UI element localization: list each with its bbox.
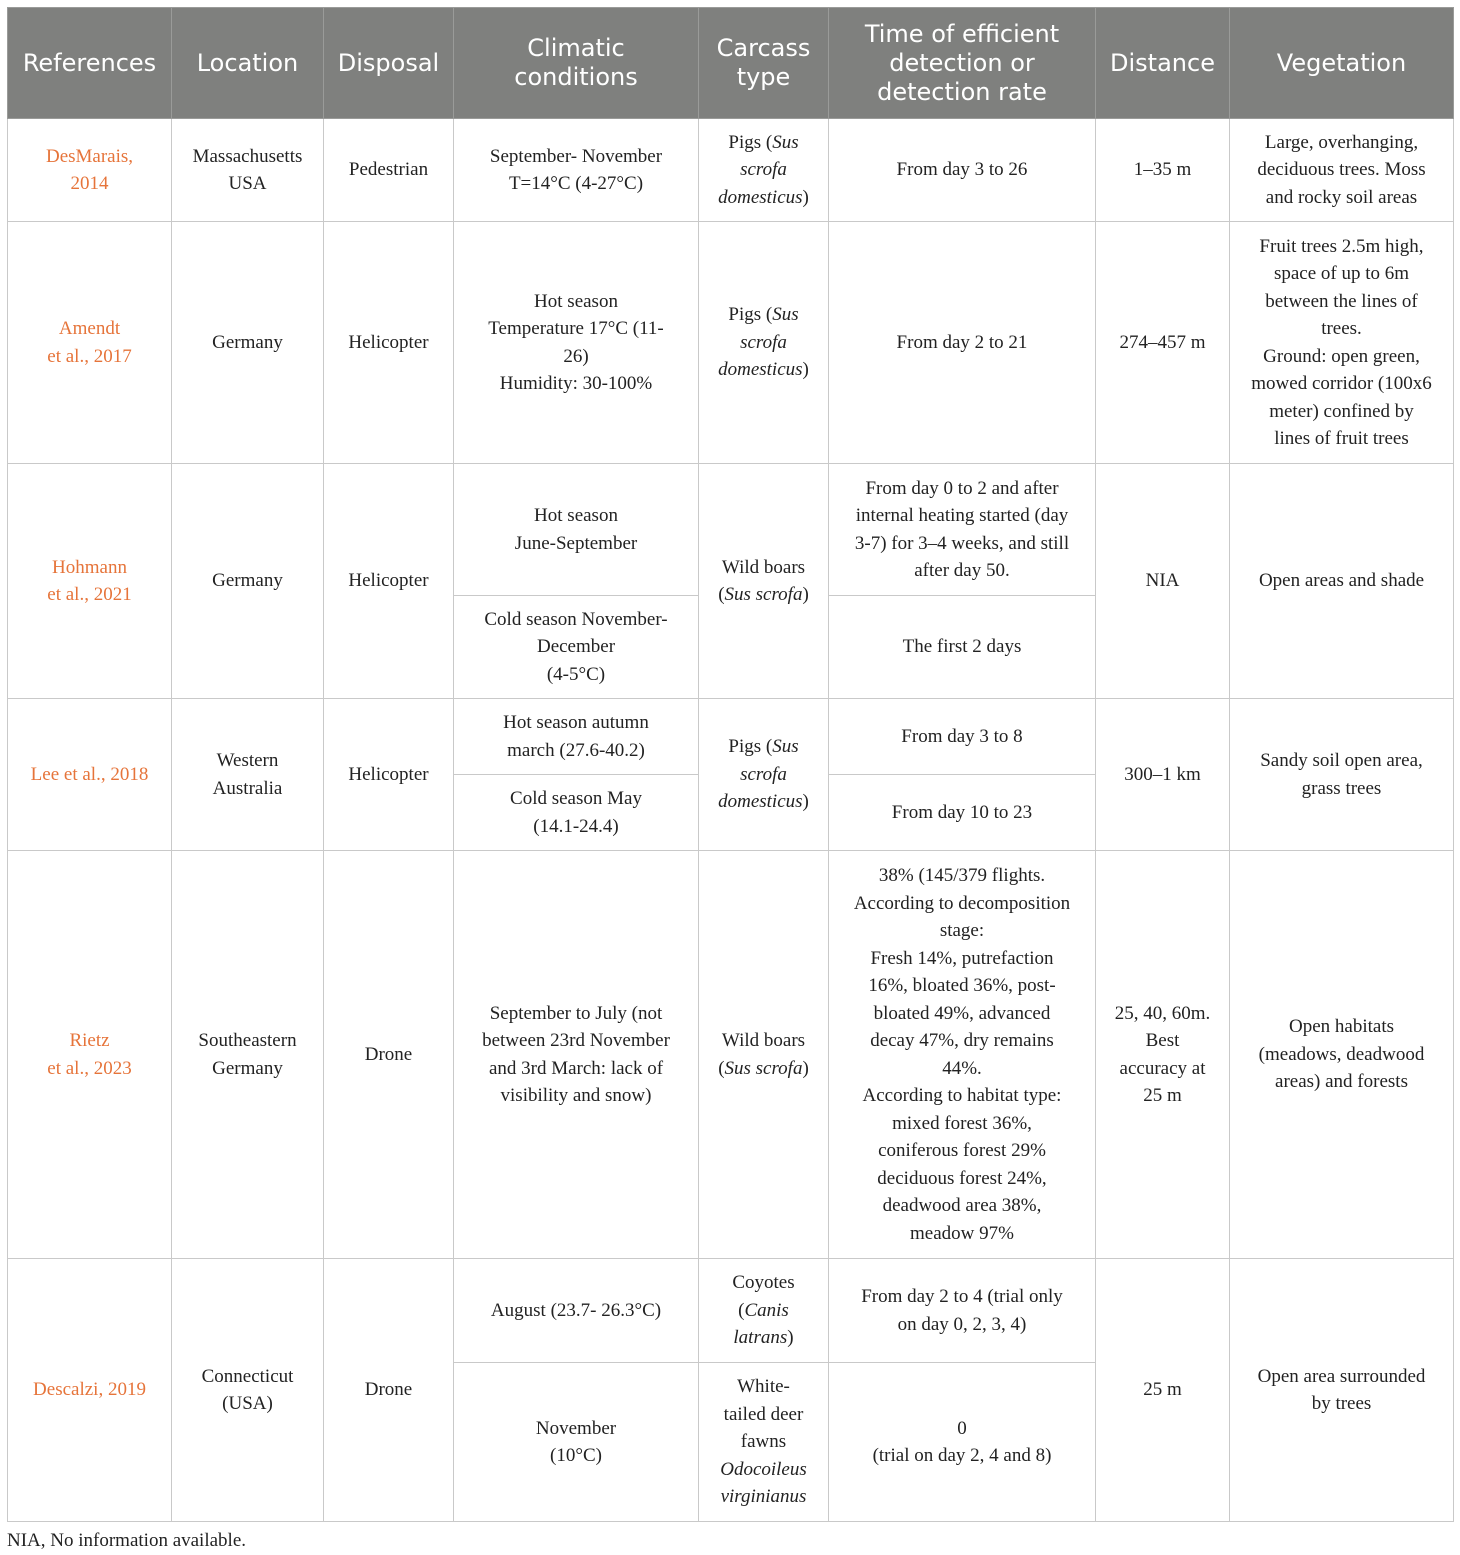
climatic-cell [454, 596, 699, 699]
detection-text: 38% (145/379 flights. [878, 865, 1046, 886]
reference-text: Hohmann [52, 556, 127, 578]
detection-text: on day 0, 2, 3, 4) [897, 1313, 1027, 1335]
detection-text: 16%, bloated 36%, post- [868, 975, 1056, 996]
column-header [8, 8, 172, 119]
detection-cell [829, 699, 1096, 775]
distance-text: 300–1 km [1124, 763, 1201, 785]
detection-cell [829, 119, 1096, 222]
results-table [7, 7, 1454, 1522]
climatic-text: Temperature 17°C (11- [488, 318, 664, 339]
species-name: scrofa [740, 763, 787, 785]
carcass-cell [699, 1259, 829, 1363]
detection-cell [829, 775, 1096, 851]
climatic-text: visibility and snow) [500, 1085, 652, 1106]
detection-text: From day 2 to 21 [896, 331, 1028, 353]
distance-text: 25 m [1143, 1085, 1182, 1106]
reference-cell [8, 222, 172, 464]
species-name: Sus [772, 131, 799, 153]
climatic-text: September to July (not [489, 1002, 663, 1024]
column-header-line: Climatic [527, 34, 625, 62]
distance-text: accuracy at [1119, 1057, 1206, 1079]
column-header [829, 8, 1096, 119]
detection-text: meadow 97% [910, 1222, 1014, 1244]
distance-cell [1096, 699, 1230, 851]
location-text: Connecticut [201, 1365, 294, 1387]
vegetation-text: mowed corridor (100x6 [1251, 373, 1432, 394]
climatic-text: (14.1-24.4) [533, 815, 619, 837]
column-header-line: conditions [514, 63, 638, 91]
species-name: domesticus [718, 186, 803, 208]
vegetation-text: (meadows, deadwood [1258, 1043, 1425, 1065]
detection-text: deciduous forest 24%, [877, 1167, 1047, 1189]
species-name: latrans [733, 1327, 788, 1349]
distance-text: 25, 40, 60m. [1114, 1002, 1211, 1024]
detection-text: 3-7) for 3–4 weeks, and still [854, 532, 1070, 554]
reference-text: Rietz [69, 1030, 110, 1051]
column-header-line: Time of efficient [864, 19, 1060, 48]
vegetation-text: space of up to 6m [1273, 263, 1410, 284]
carcass-text: ) [802, 791, 809, 813]
climatic-text: November [535, 1417, 617, 1439]
table-body [8, 119, 1454, 1522]
vegetation-text: Fruit trees 2.5m high, [1259, 235, 1424, 257]
climatic-cell [454, 1363, 699, 1522]
disposal-cell: Pedestrian [324, 119, 454, 222]
carcass-text: Coyotes [732, 1272, 795, 1294]
detection-text: 44%. [942, 1057, 982, 1079]
reference-text: DesMarais, [45, 145, 134, 167]
column-header-line: Location [196, 48, 299, 77]
climatic-text: Cold season November- [484, 608, 668, 630]
reference-cell [8, 1259, 172, 1522]
location-text: Germany [212, 570, 283, 592]
vegetation-text: Large, overhanging, [1264, 131, 1419, 153]
vegetation-cell [1230, 699, 1454, 851]
carcass-text: fawns [740, 1431, 787, 1453]
carcass-text: ) [802, 186, 809, 208]
detection-text: According to decomposition [853, 892, 1071, 914]
location-cell [172, 222, 324, 464]
species-name: domesticus [718, 791, 803, 813]
detection-text: (trial on day 2, 4 and 8) [872, 1445, 1052, 1466]
disposal-cell: Helicopter [324, 464, 454, 699]
carcass-text: ( [718, 584, 725, 605]
vegetation-text: areas) and forests [1275, 1071, 1408, 1093]
species-name: Odocoileus [720, 1458, 807, 1480]
carcass-text: ) [802, 359, 809, 381]
detection-text: mixed forest 36%, [892, 1112, 1032, 1134]
vegetation-cell [1230, 222, 1454, 464]
detection-text: after day 50. [914, 560, 1010, 581]
vegetation-cell [1230, 851, 1454, 1259]
carcass-text: Pigs ( [728, 736, 773, 758]
disposal-cell: Drone [324, 1259, 454, 1522]
climatic-text: (4-5°C) [546, 663, 606, 685]
distance-cell [1096, 464, 1230, 699]
climatic-cell [454, 775, 699, 851]
climatic-text: and 3rd March: lack of [488, 1057, 664, 1079]
vegetation-cell [1230, 1259, 1454, 1522]
detection-text: The first 2 days [902, 636, 1022, 658]
reference-text: Amendt [58, 318, 121, 339]
reference-text: et al., 2021 [47, 584, 132, 605]
carcass-text: ) [787, 1327, 794, 1349]
column-header [1230, 8, 1454, 119]
vegetation-text: Open areas and shade [1258, 570, 1425, 592]
climatic-text: Hot season [534, 290, 618, 312]
reference-text: et al., 2017 [47, 345, 132, 367]
vegetation-text: Open area surrounded [1257, 1365, 1426, 1387]
detection-text: bloated 49%, advanced [873, 1002, 1051, 1024]
climatic-text: Humidity: 30-100% [499, 373, 653, 394]
reference-cell [8, 464, 172, 699]
column-header [699, 8, 829, 119]
disposal-cell: Helicopter [324, 699, 454, 851]
column-header [1096, 8, 1230, 119]
distance-text: NIA [1145, 570, 1180, 592]
species-name: scrofa [740, 159, 787, 181]
detection-cell [829, 1259, 1096, 1363]
carcass-cell [699, 119, 829, 222]
detection-text: From day 3 to 26 [896, 159, 1028, 181]
climatic-text: Hot season autumn [503, 712, 649, 733]
climatic-text: September- November [489, 145, 663, 167]
column-header-line: Distance [1110, 48, 1215, 77]
location-text: Germany [212, 331, 283, 353]
column-header-line: detection rate [877, 77, 1047, 106]
column-header-line: detection or [889, 48, 1035, 77]
carcass-text: Wild boars [721, 556, 806, 578]
vegetation-text: grass trees [1301, 777, 1382, 799]
table-row [8, 851, 1454, 1259]
table-row [8, 222, 1454, 464]
climatic-text: December [536, 636, 616, 658]
location-cell [172, 851, 324, 1259]
column-header [454, 8, 699, 119]
location-cell [172, 699, 324, 851]
species-name: Sus scrofa [724, 1057, 803, 1079]
vegetation-text: trees. [1321, 318, 1362, 339]
carcass-text: Pigs ( [728, 304, 773, 326]
climatic-text: Hot season [534, 505, 618, 526]
vegetation-text: and rocky soil areas [1265, 186, 1418, 208]
disposal-cell: Helicopter [324, 222, 454, 464]
table-row [8, 464, 1454, 596]
climatic-cell [454, 464, 699, 596]
detection-text: From day 2 to 4 (trial only [861, 1286, 1063, 1307]
detection-text: stage: [939, 920, 985, 941]
climatic-cell [454, 851, 699, 1259]
column-header-line: References [22, 48, 157, 77]
carcass-cell [699, 851, 829, 1259]
carcass-text: tailed deer [723, 1403, 804, 1425]
location-text: Massachusetts [192, 145, 303, 167]
detection-cell [829, 464, 1096, 596]
climatic-text: T=14°C (4-27°C) [508, 173, 644, 194]
climatic-text: June-September [514, 532, 638, 554]
reference-cell [8, 699, 172, 851]
vegetation-text: deciduous trees. Moss [1257, 159, 1426, 181]
species-name: scrofa [740, 331, 787, 353]
footnote: NIA, No information available. [7, 1530, 247, 1551]
species-name: virginianus [720, 1486, 807, 1508]
location-cell [172, 119, 324, 222]
column-header-line: type [736, 63, 791, 91]
header-row [8, 8, 1454, 119]
reference-cell [8, 851, 172, 1259]
reference-text: Descalzi, 2019 [33, 1379, 146, 1401]
carcass-cell [699, 1363, 829, 1522]
species-name: Sus [772, 736, 799, 758]
location-cell [172, 1259, 324, 1522]
detection-cell [829, 1363, 1096, 1522]
reference-text: et al., 2023 [47, 1057, 132, 1079]
distance-text: Best [1145, 1030, 1180, 1051]
location-text: (USA) [222, 1393, 273, 1414]
reference-text: 2014 [70, 173, 109, 194]
vegetation-text: between the lines of [1265, 290, 1418, 312]
column-header [324, 8, 454, 119]
vegetation-text: Open habitats [1288, 1016, 1394, 1038]
detection-text: From day 0 to 2 and after [865, 477, 1059, 499]
carcass-cell [699, 699, 829, 851]
species-name: domesticus [718, 359, 803, 381]
table-row [8, 1259, 1454, 1363]
distance-cell [1096, 851, 1230, 1259]
carcass-text: ) [802, 1057, 809, 1079]
detection-text: deadwood area 38%, [882, 1195, 1042, 1216]
detection-cell [829, 596, 1096, 699]
climatic-cell [454, 119, 699, 222]
detection-text: internal heating started (day [855, 505, 1069, 526]
vegetation-cell [1230, 464, 1454, 699]
climatic-cell [454, 699, 699, 775]
vegetation-text: Ground: open green, [1263, 345, 1420, 367]
carcass-text: ( [738, 1299, 745, 1321]
location-text: Western [216, 750, 279, 771]
table-row [8, 699, 1454, 775]
carcass-cell [699, 464, 829, 699]
carcass-text: ( [718, 1057, 725, 1079]
climatic-text: August (23.7- 26.3°C) [490, 1299, 662, 1321]
vegetation-text: lines of fruit trees [1274, 428, 1409, 449]
detection-cell [829, 851, 1096, 1259]
vegetation-text: Sandy soil open area, [1260, 750, 1423, 771]
carcass-cell [699, 222, 829, 464]
vegetation-text: meter) confined by [1269, 400, 1414, 422]
distance-text: 25 m [1143, 1379, 1182, 1401]
detection-text: According to habitat type: [862, 1085, 1062, 1106]
distance-text: 1–35 m [1133, 159, 1192, 181]
climatic-cell [454, 1259, 699, 1363]
location-text: USA [228, 173, 267, 194]
species-name: Sus [772, 304, 799, 326]
distance-cell [1096, 1259, 1230, 1522]
detection-cell [829, 222, 1096, 464]
detection-text: Fresh 14%, putrefaction [870, 947, 1054, 969]
detection-text: decay 47%, dry remains [870, 1030, 1054, 1051]
location-text: Germany [212, 1057, 283, 1079]
climatic-text: 26) [563, 345, 589, 367]
detection-text: coniferous forest 29% [878, 1140, 1046, 1161]
location-cell [172, 464, 324, 699]
distance-cell [1096, 222, 1230, 464]
species-name: Sus scrofa [724, 584, 803, 605]
distance-cell [1096, 119, 1230, 222]
column-header [172, 8, 324, 119]
carcass-text: Wild boars [721, 1030, 806, 1051]
carcass-text: Pigs ( [728, 131, 773, 153]
vegetation-cell [1230, 119, 1454, 222]
climatic-text: Cold season May [510, 788, 642, 809]
climatic-cell [454, 222, 699, 464]
climatic-text: (10°C) [550, 1445, 602, 1466]
reference-cell [8, 119, 172, 222]
detection-text: 0 [957, 1417, 967, 1439]
column-header-line: Disposal [337, 48, 440, 77]
detection-text: From day 3 to 8 [901, 725, 1023, 747]
distance-text: 274–457 m [1119, 331, 1206, 353]
location-text: Australia [212, 777, 283, 799]
table-row [8, 119, 1454, 222]
carcass-text: ) [802, 584, 809, 605]
column-header-line: Vegetation [1276, 48, 1407, 77]
column-header-line: Carcass [716, 34, 811, 62]
climatic-text: between 23rd November [482, 1030, 670, 1051]
reference-text: Lee et al., 2018 [30, 763, 149, 785]
carcass-text: White- [737, 1376, 790, 1398]
location-text: Southeastern [198, 1030, 297, 1051]
vegetation-text: by trees [1311, 1393, 1372, 1414]
disposal-cell: Drone [324, 851, 454, 1259]
document [7, 7, 1453, 1553]
climatic-text: march (27.6-40.2) [507, 739, 645, 761]
species-name: Canis [744, 1299, 789, 1321]
detection-text: From day 10 to 23 [891, 801, 1033, 823]
